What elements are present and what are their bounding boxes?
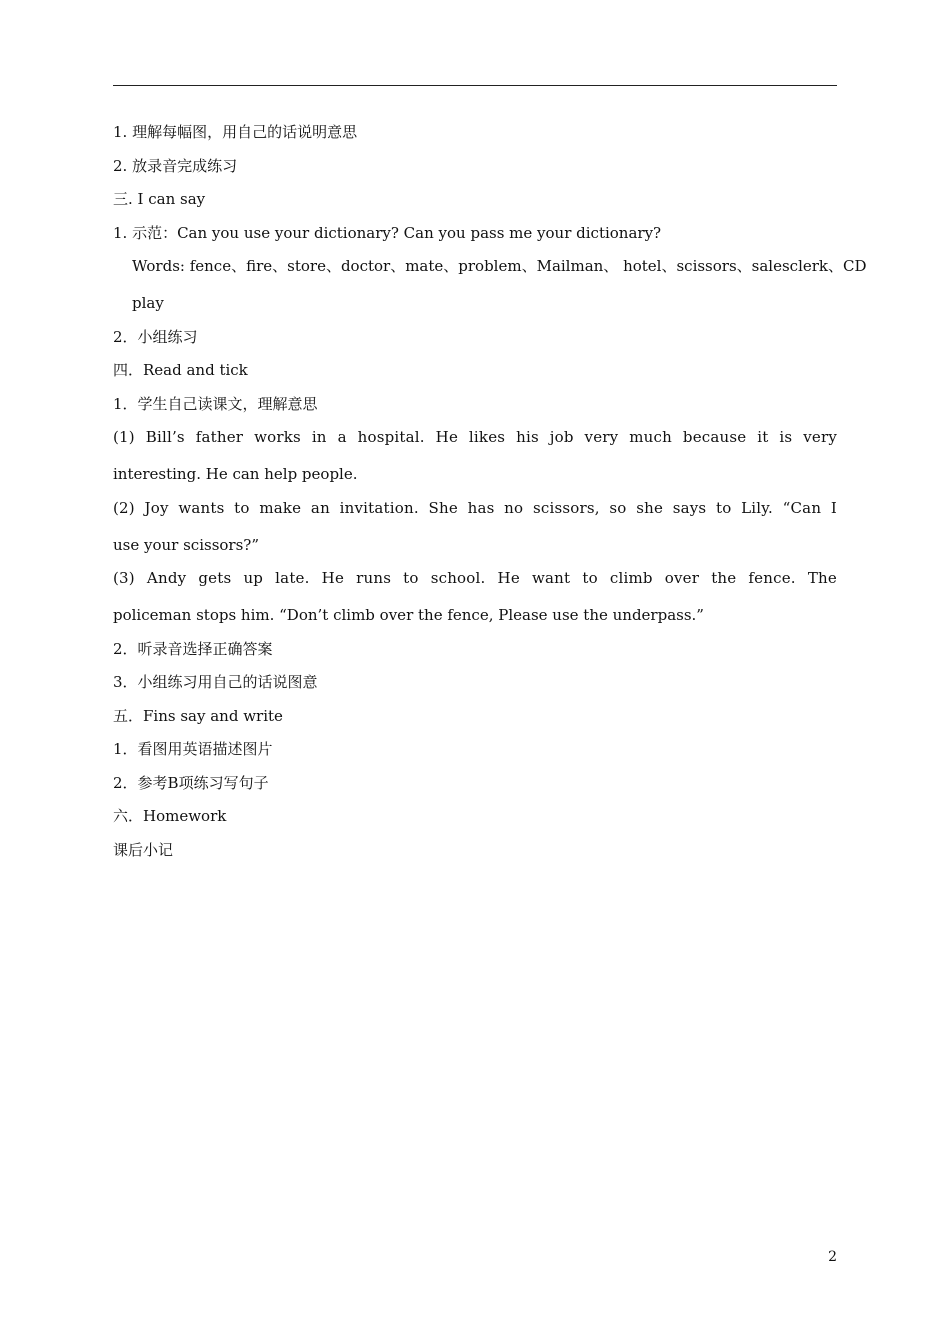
step-play-recording: 2. 放录音完成练习: [113, 156, 238, 175]
passage-1: (1) Bill’s father works in a hospital. He likes his job very much because it is very: [113, 428, 837, 446]
document-body: [113, 122, 867, 873]
step-write-sentences: 2．参考B项练习写句子: [113, 773, 269, 792]
section-heading-i-can-say: 三. I can say: [113, 190, 206, 208]
step-demonstration: 1. 示范：Can you use your dictionary? Can you pass me your dictionary?: [113, 223, 662, 242]
vocabulary-words-continued: play: [132, 294, 164, 312]
passage-1-continued: interesting. He can help people.: [113, 465, 358, 483]
step-understand-pictures: 1. 理解每幅图，用自己的话说明意思: [113, 123, 358, 141]
page-number: 2: [828, 1249, 837, 1265]
section-heading-read-and-tick: 四．Read and tick: [113, 361, 248, 379]
step-describe-pictures: 1．看图用英语描述图片: [113, 740, 273, 758]
header-rule: [113, 85, 837, 86]
passage-3-continued: policeman stops him. “Don’t climb over the fence, Please use the underpass.”: [113, 606, 704, 624]
step-group-practice: 2．小组练习: [113, 327, 198, 346]
vocabulary-words: Words: fence、fire、store、doctor、mate、problem、Mailman、 hotel、scissors、salesclerk、CD: [132, 257, 867, 275]
after-class-notes: 课后小记: [113, 840, 174, 859]
step-listen-choose: 2．听录音选择正确答案: [113, 639, 273, 658]
step-group-describe: 3．小组练习用自己的话说图意: [113, 673, 318, 691]
section-heading-homework: 六．Homework: [113, 807, 227, 825]
passage-2: (2) Joy wants to make an invitation. She has no scissors, so she says to Lily. “Can I: [113, 498, 837, 517]
passage-2-continued: use your scissors?”: [113, 535, 260, 554]
passage-3: (3) Andy gets up late. He runs to school. He want to climb over the fence. The: [113, 569, 837, 587]
step-read-text: 1．学生自己读课文，理解意思: [113, 394, 318, 413]
section-heading-fins-say-and-write: 五．Fins say and write: [113, 706, 283, 725]
